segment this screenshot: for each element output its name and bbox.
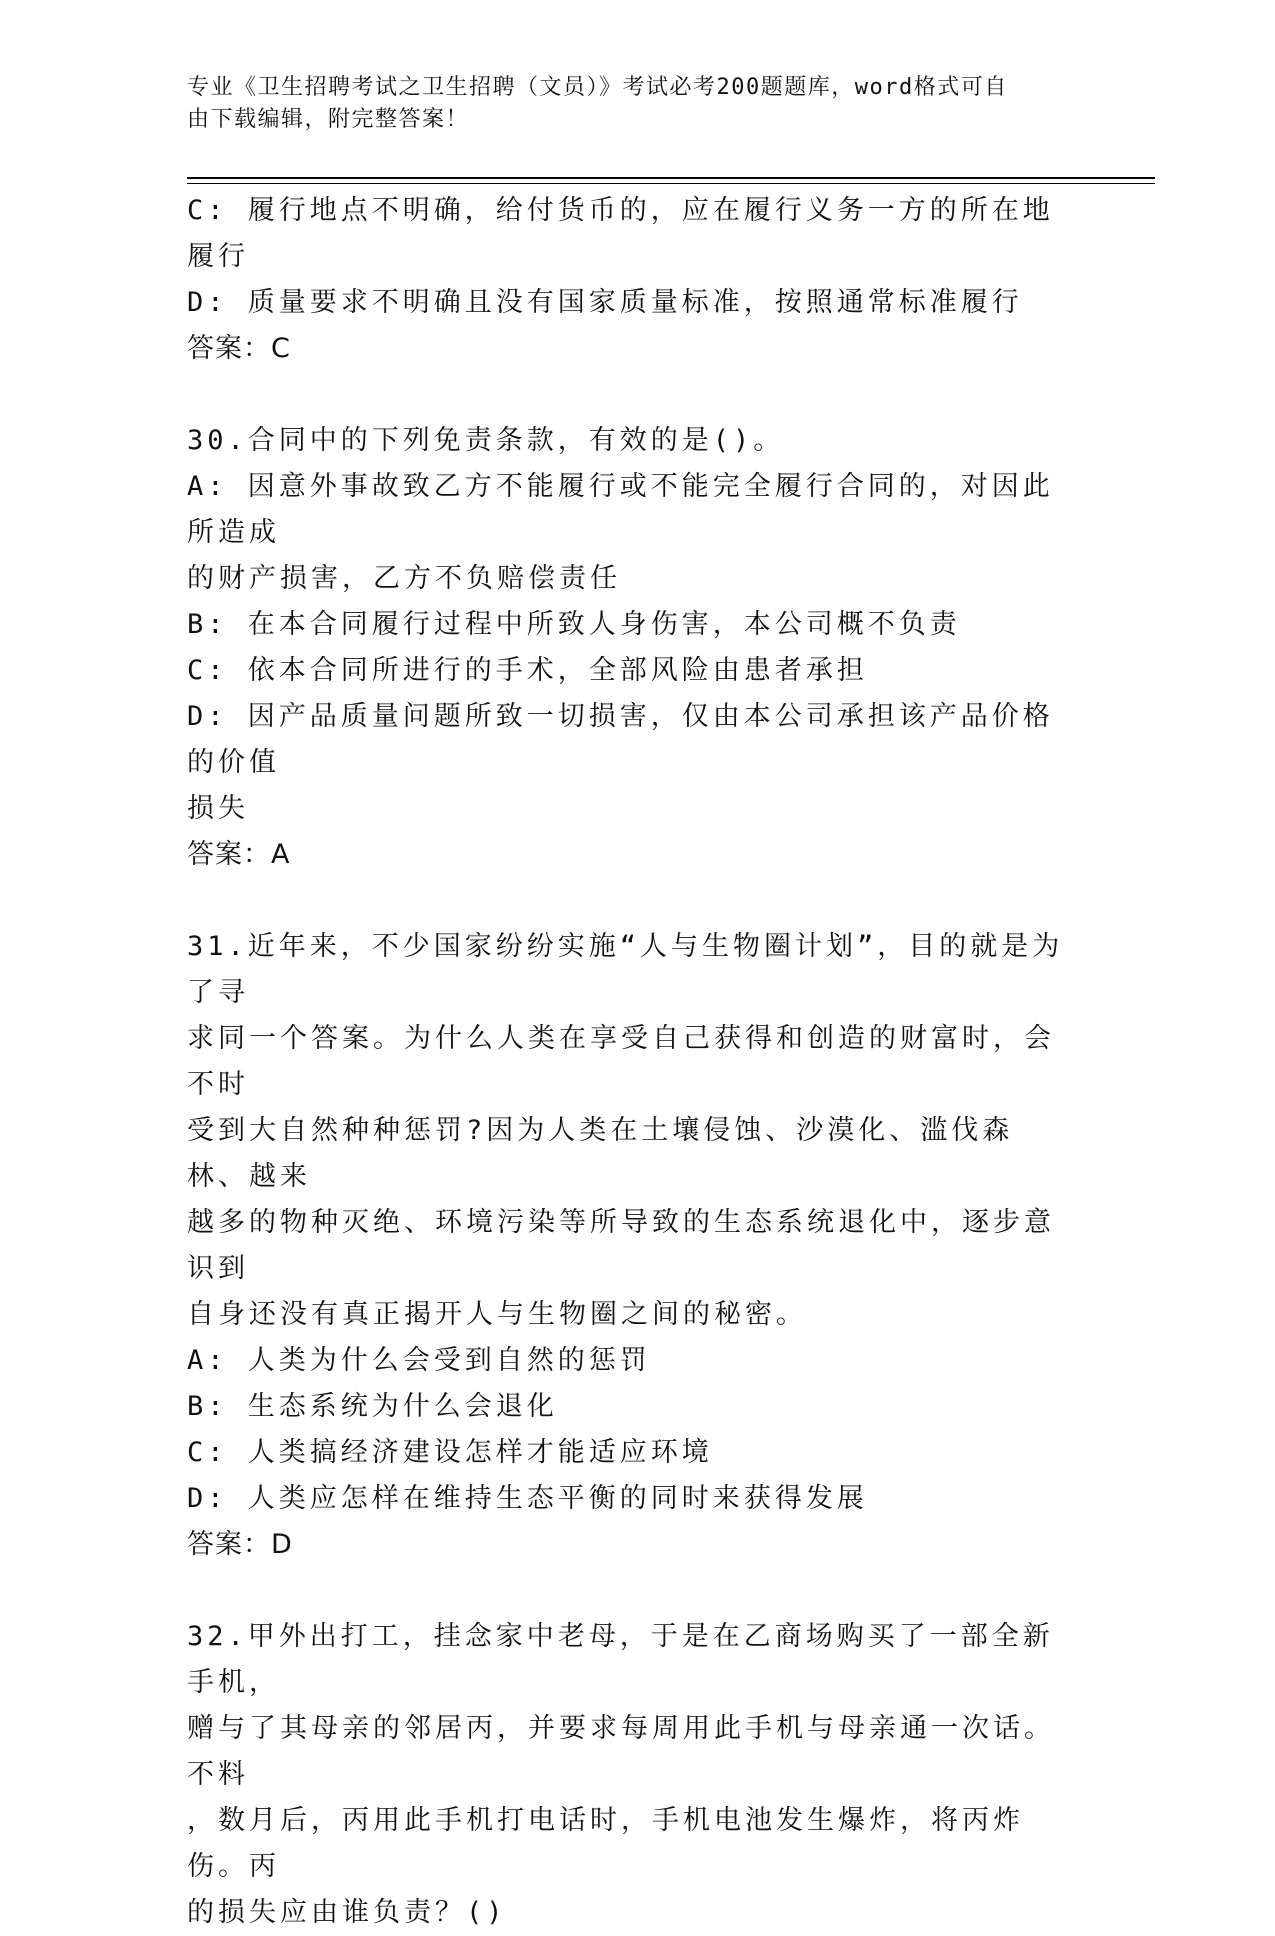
question-stem: 30.合同中的下列免责条款，有效的是()。 [187, 425, 785, 456]
question-stem-continued: 赠与了其母亲的邻居丙，并要求每周用此手机与母亲通一次话。不料 [187, 1713, 1055, 1790]
option-c: C: 人类搞经济建设怎样才能适应环境 [187, 1437, 713, 1468]
document-header [187, 72, 1087, 136]
question-stem: 32.甲外出打工，挂念家中老母，于是在乙商场购买了一部全新手机， [187, 1621, 1054, 1698]
option-b: B: 生态系统为什么会退化 [187, 1391, 558, 1422]
question-30 [187, 418, 1067, 878]
question-stem-continued: 的损失应由谁负责？() [187, 1897, 507, 1928]
header-divider-thin [187, 183, 1155, 184]
option-d-continued: 损失 [187, 793, 249, 824]
header-title-line-1: 专业《卫生招聘考试之卫生招聘（文员）》考试必考200题题库，word格式可自 [187, 75, 1008, 100]
answer-label: 答案：A [187, 839, 291, 870]
question-stem-continued: ，数月后，丙用此手机打电话时，手机电池发生爆炸，将丙炸伤。丙 [187, 1805, 1024, 1882]
question-stem-continued: 受到大自然种种惩罚?因为人类在土壤侵蚀、沙漠化、滥伐森林、越来 [187, 1115, 1014, 1192]
answer-label: 答案：C [187, 333, 291, 364]
option-a: A: 因意外事故致乙方不能履行或不能完全履行合同的，对因此所造成 [187, 471, 1054, 548]
question-31 [187, 924, 1067, 1568]
header-divider-thick [187, 177, 1155, 179]
option-b: B: 在本合同履行过程中所致人身伤害，本公司概不负责 [187, 609, 961, 640]
option-a-continued: 的财产损害，乙方不负赔偿责任 [187, 563, 621, 594]
question-29-tail [187, 188, 1067, 372]
option-c: C: 依本合同所进行的手术，全部风险由患者承担 [187, 655, 868, 686]
question-stem: 31.近年来，不少国家纷纷实施“人与生物圈计划”，目的就是为了寻 [187, 931, 1064, 1008]
document-body [187, 188, 1067, 1936]
question-stem-continued: 求同一个答案。为什么人类在享受自己获得和创造的财富时，会不时 [187, 1023, 1055, 1100]
option-c: C: 履行地点不明确，给付货币的，应在履行义务一方的所在地履行 [187, 195, 1054, 272]
question-32 [187, 1614, 1067, 1936]
option-d: D: 质量要求不明确且没有国家质量标准，按照通常标准履行 [187, 287, 1023, 318]
answer-label: 答案：D [187, 1529, 293, 1560]
question-stem-continued: 自身还没有真正揭开人与生物圈之间的秘密。 [187, 1299, 807, 1330]
option-a: A: 人类为什么会受到自然的惩罚 [187, 1345, 651, 1376]
header-title-line-2: 由下载编辑，附完整答案！ [187, 107, 470, 132]
question-stem-continued: 越多的物种灭绝、环境污染等所导致的生态系统退化中，逐步意识到 [187, 1207, 1055, 1284]
option-d: D: 因产品质量问题所致一切损害，仅由本公司承担该产品价格的价值 [187, 701, 1054, 778]
option-d: D: 人类应怎样在维持生态平衡的同时来获得发展 [187, 1483, 868, 1514]
